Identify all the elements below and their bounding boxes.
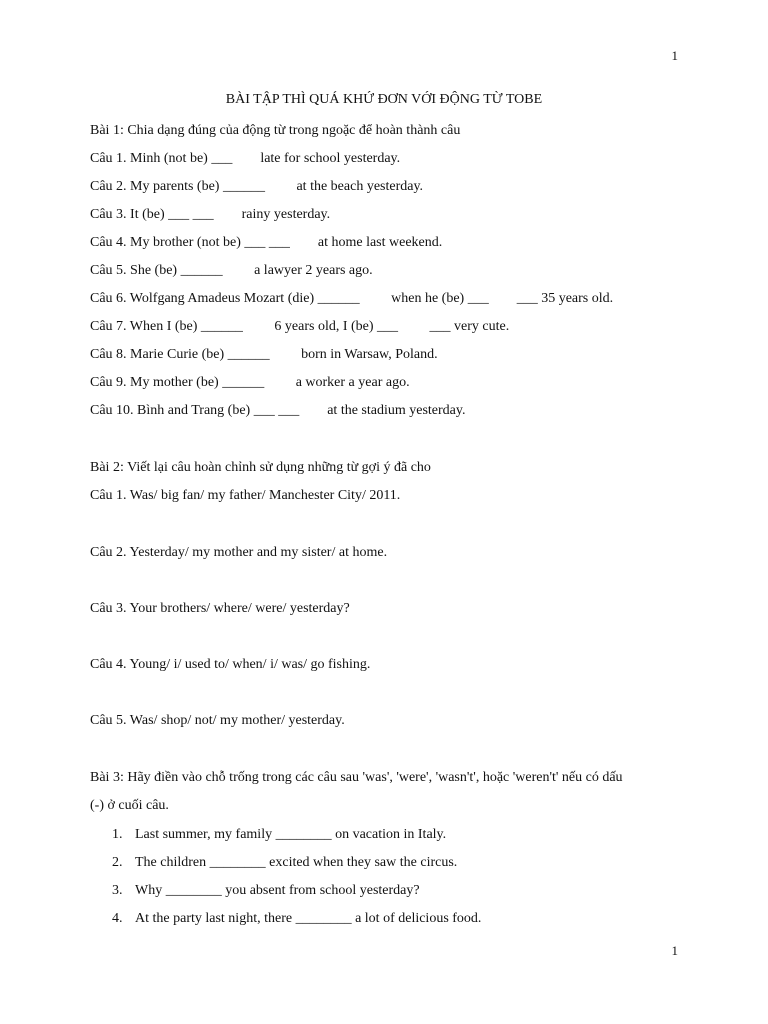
bai3-item-3 bbox=[112, 882, 420, 900]
bai1-item-10: Câu 10. Bình and Trang (be) ___ ___ at the stadium yesterday. bbox=[90, 403, 466, 418]
bai3-heading-line1: Bài 3: Hãy điền vào chỗ trống trong các câu sau 'was', 'were', 'wasn't', hoặc 'weren't' nếu có dấu bbox=[90, 770, 623, 785]
bai2-item-4: Câu 4. Young/ i/ used to/ when/ i/ was/ go fishing. bbox=[90, 657, 371, 672]
bai1-item-9: Câu 9. My mother (be) ______ a worker a year ago. bbox=[90, 375, 410, 390]
page-number-top: 1 bbox=[671, 48, 678, 63]
bai3-item-3-number: 3. bbox=[112, 883, 123, 898]
bai3-heading-line2: (-) ở cuối câu. bbox=[90, 798, 169, 813]
bai3-item-1-number: 1. bbox=[112, 827, 123, 842]
bai1-item-6: Câu 6. Wolfgang Amadeus Mozart (die) ______ when he (be) ___ ___ 35 years old. bbox=[90, 291, 614, 306]
page-number-bottom: 1 bbox=[671, 943, 678, 958]
bai3-item-1 bbox=[112, 826, 446, 844]
bai1-item-3: Câu 3. It (be) ___ ___ rainy yesterday. bbox=[90, 207, 331, 222]
bai1-heading: Bài 1: Chia dạng đúng của động từ trong ngoặc để hoàn thành câu bbox=[90, 123, 461, 138]
bai1-item-8: Câu 8. Marie Curie (be) ______ born in Warsaw, Poland. bbox=[90, 347, 438, 362]
bai3-item-1-text: Last summer, my family ________ on vacation in Italy. bbox=[135, 827, 447, 842]
bai1-item-1: Câu 1. Minh (not be) ___ late for school yesterday. bbox=[90, 151, 401, 166]
bai3-item-2-number: 2. bbox=[112, 855, 123, 870]
bai2-heading: Bài 2: Viết lại câu hoàn chỉnh sử dụng những từ gợi ý đã cho bbox=[90, 460, 431, 475]
bai1-item-7: Câu 7. When I (be) ______ 6 years old, I (be) ___ ___ very cute. bbox=[90, 319, 510, 334]
bai1-item-2: Câu 2. My parents (be) ______ at the beach yesterday. bbox=[90, 179, 424, 194]
bai3-item-2-text: The children ________ excited when they saw the circus. bbox=[135, 855, 458, 870]
bai2-item-3: Câu 3. Your brothers/ where/ were/ yesterday? bbox=[90, 601, 350, 616]
bai2-item-5: Câu 5. Was/ shop/ not/ my mother/ yesterday. bbox=[90, 713, 345, 728]
bai3-item-4-number: 4. bbox=[112, 911, 123, 926]
bai3-item-3-text: Why ________ you absent from school yesterday? bbox=[135, 883, 420, 898]
bai3-item-2 bbox=[112, 854, 457, 872]
bai3-item-4-text: At the party last night, there ________ a lot of delicious food. bbox=[135, 911, 482, 926]
bai1-item-4: Câu 4. My brother (not be) ___ ___ at home last weekend. bbox=[90, 235, 443, 250]
bai2-item-2: Câu 2. Yesterday/ my mother and my sister/ at home. bbox=[90, 545, 388, 560]
document-title: BÀI TẬP THÌ QUÁ KHỨ ĐƠN VỚI ĐỘNG TỪ TOBE bbox=[225, 92, 543, 107]
bai1-item-5: Câu 5. She (be) ______ a lawyer 2 years ago. bbox=[90, 263, 373, 278]
bai3-item-4 bbox=[112, 910, 481, 928]
bai2-item-1: Câu 1. Was/ big fan/ my father/ Manchester City/ 2011. bbox=[90, 488, 401, 503]
